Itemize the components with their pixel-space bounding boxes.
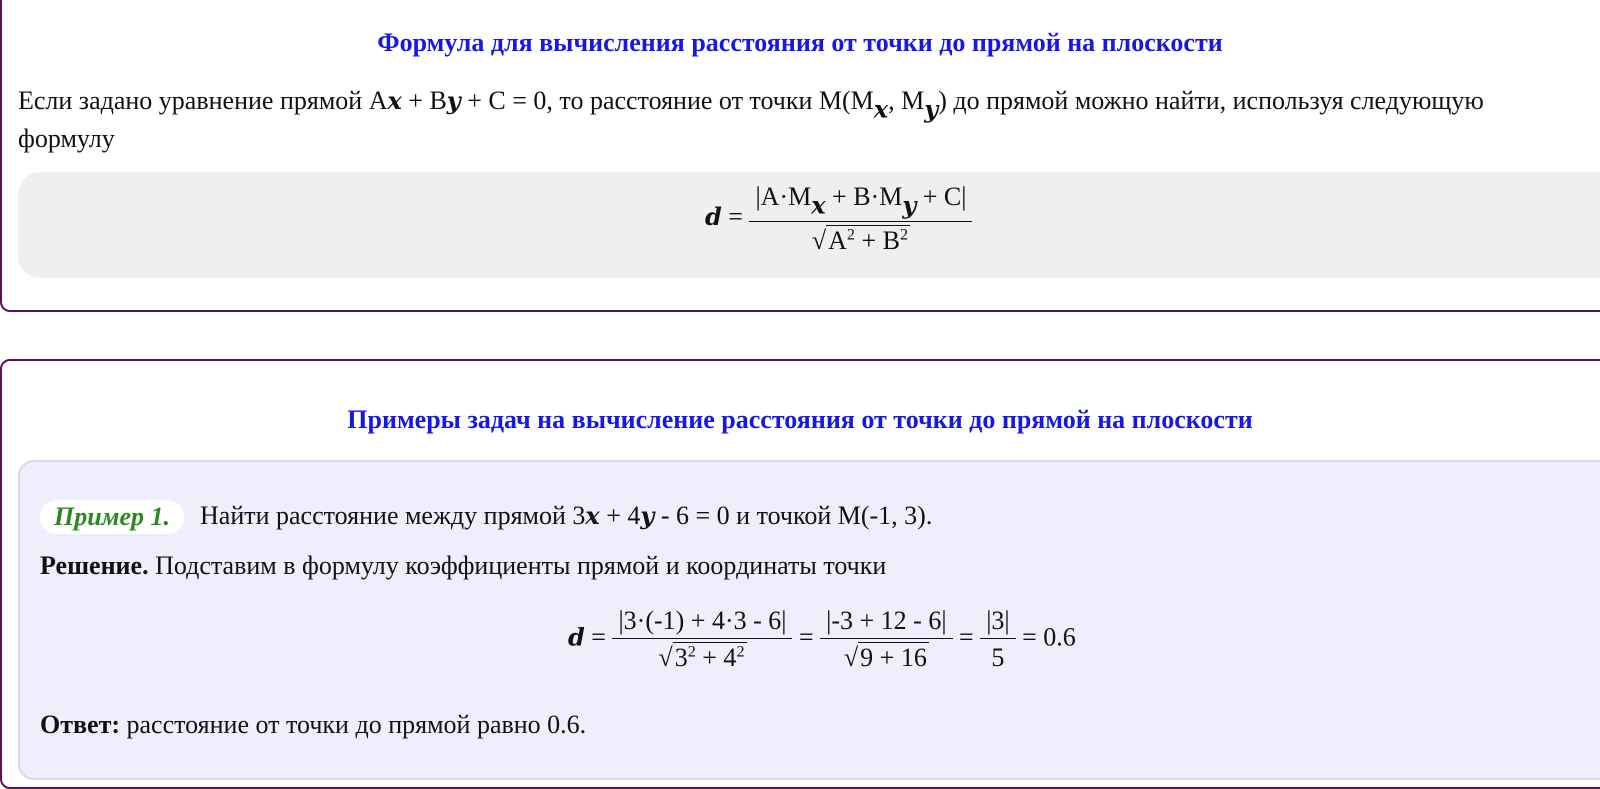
- example-1-task: Найти расстояние между прямой 3x + 4y - 6 = 0 и точкой M(-1, 3).: [200, 501, 933, 530]
- example-1-solution: Решение. Подставим в формулу коэффициенты прямой и координаты точки: [40, 551, 887, 580]
- examples-heading: Примеры задач на вычисление расстояния от точки до прямой на плоскости: [347, 405, 1253, 434]
- answer-label: Ответ:: [40, 710, 121, 739]
- example-1-label: Пример 1.: [40, 500, 184, 534]
- formula-denominator: $√A^2 + B^2$: [811, 226, 909, 256]
- formula-numerator: $|A\cdot M_x + B\cdot M_y + C|$: [749, 182, 972, 222]
- formula-intro-line2: формулу: [18, 124, 115, 153]
- formula-intro: Если задано уравнение прямой Ax + By + C = 0, то расстояние от точки $M(M_x$, $M_y$) до прямой можно найти, используя следующую: [18, 86, 1484, 124]
- formula-heading: Формула для вычисления расстояния от точки до прямой на плоскости: [377, 28, 1223, 57]
- sqrt: $3^2 + 4^2$: [674, 643, 745, 672]
- solution-label: Решение.: [40, 551, 149, 580]
- sqrt: $A^2 + B^2$: [828, 226, 909, 256]
- calc-fraction-1: $\frac{|3\cdot(-1) + 4\cdot 3 - 6|}{√3^2 + 4^2}$: [612, 606, 792, 673]
- example-1-answer: Ответ: расстояние от точки до прямой равно 0.6.: [40, 710, 587, 739]
- sqrt: 9 + 16: [860, 643, 927, 672]
- distance-formula: d = $\frac{|A\cdot M_x + B\cdot M_y + C|}{√A^2 + B^2}$: [705, 182, 972, 256]
- formula-fraction: [749, 182, 972, 256]
- formula-lhs: d: [705, 202, 722, 232]
- calc-fraction-3: $\frac{|3|}{5}$: [980, 606, 1015, 673]
- example-1-calculation: d = $\frac{|3\cdot(-1) + 4\cdot 3 - 6|}{√3^2 + 4^2}$ = $\frac{|-3 + 12 - 6|}{√9 + 16}$ = $\frac{|3|}{5}$ = 0.6: [568, 606, 1076, 672]
- calc-fraction-2: $\frac{|-3 + 12 - 6|}{√9 + 16}$: [820, 606, 952, 673]
- calc-result: = 0.6: [1022, 622, 1076, 652]
